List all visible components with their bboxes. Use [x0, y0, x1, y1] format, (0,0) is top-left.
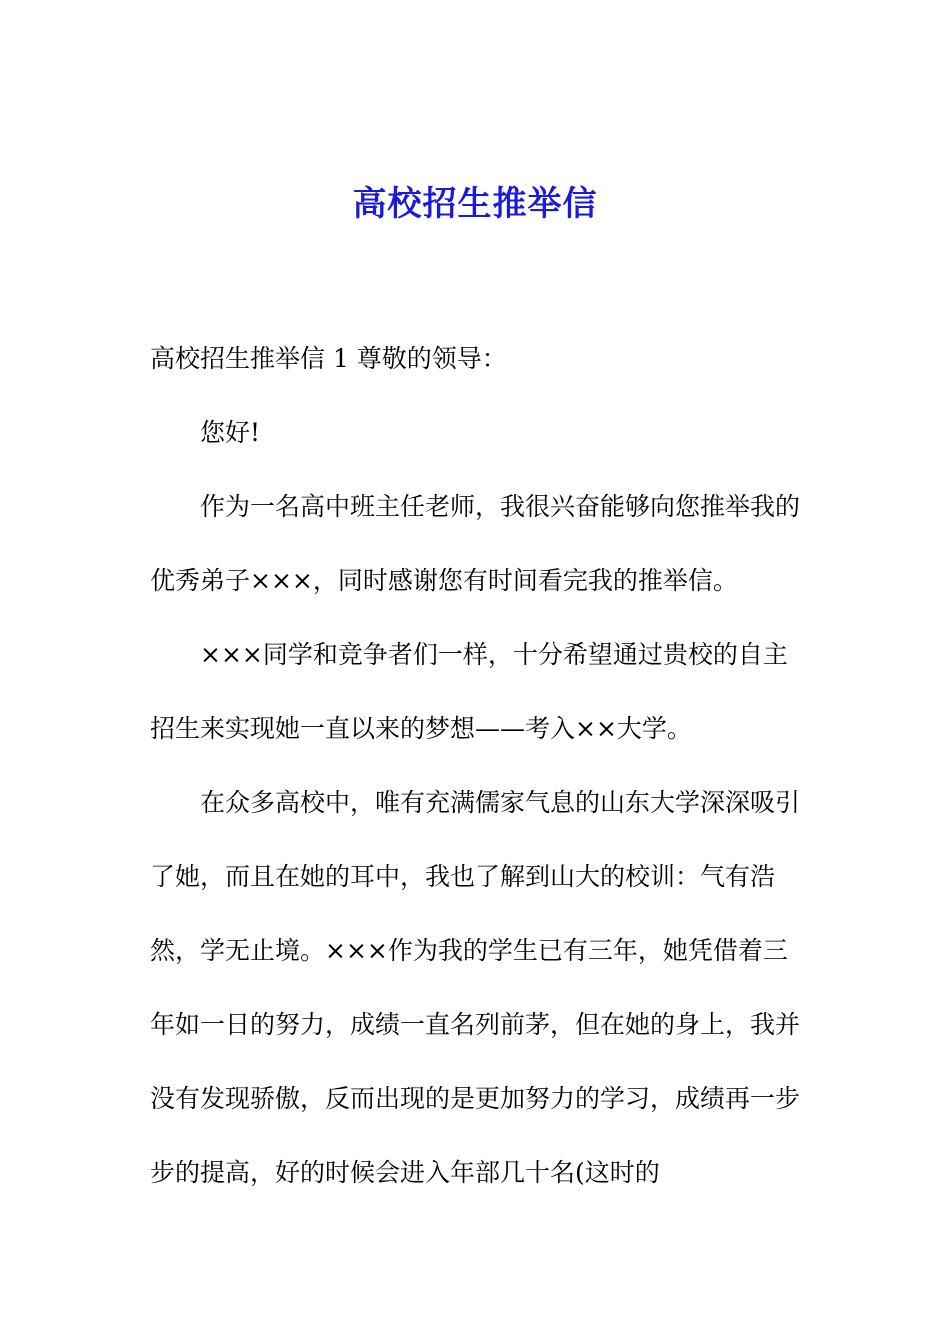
body-paragraph: ×××同学和竞争者们一样，十分希望通过贵校的自主招生来实现她一直以来的梦想——考入××大学。	[150, 640, 788, 743]
body-paragraph: 在众多高校中，唯有充满儒家气息的山东大学深深吸引了她，而且在她的耳中，我也了解到山大的校训：气有浩然，学无止境。×××作为我的学生已有三年，她凭借着三年如一日的努力，成绩一直名列前茅，但在她的身上，我并没有发现骄傲，反而出现的是更加努力的学习，成绩再一步步的提高，好的时候会进入年部几十名(这时的	[150, 788, 801, 1187]
greeting-paragraph: 您好!	[200, 418, 261, 447]
document-body	[150, 322, 810, 1210]
body-paragraph: 作为一名高中班主任老师，我很兴奋能够向您推举我的优秀弟子×××，同时感谢您有时间看完我的推举信。	[150, 492, 801, 595]
salutation-paragraph: 高校招生推举信 1 尊敬的领导：	[150, 344, 507, 373]
document-title: 高校招生推举信	[352, 184, 598, 224]
